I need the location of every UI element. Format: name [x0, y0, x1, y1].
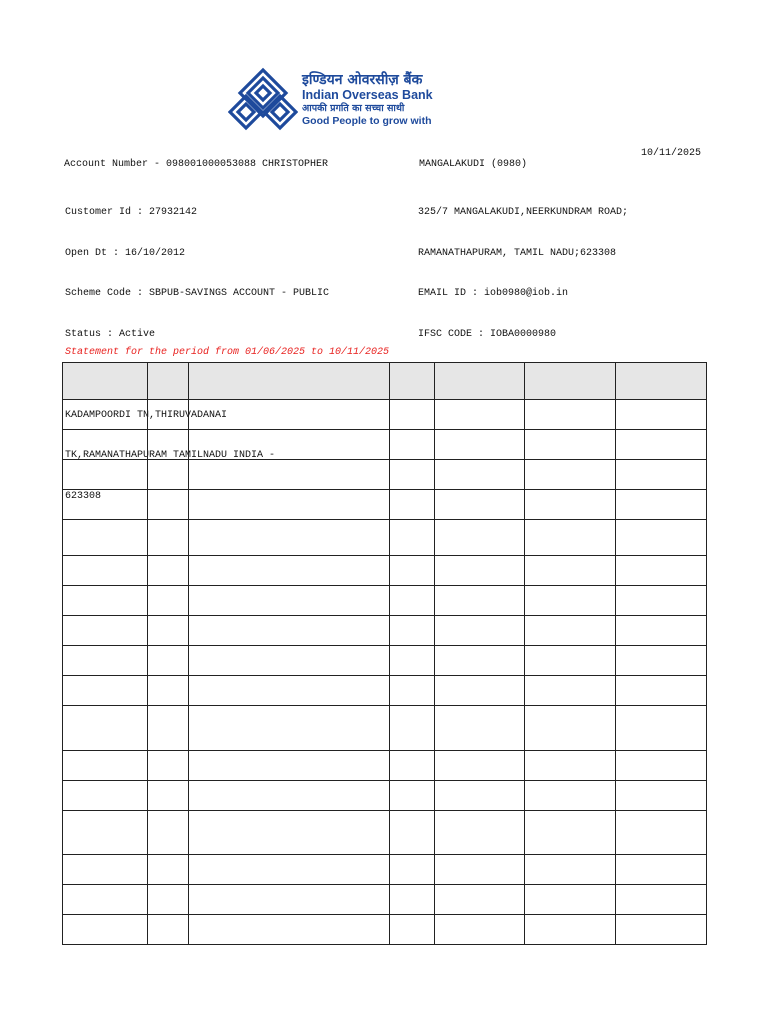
table-cell	[390, 400, 435, 430]
table-cell	[63, 751, 148, 781]
table-cell	[63, 781, 148, 811]
table-cell	[63, 616, 148, 646]
table-row	[63, 400, 707, 430]
table-row	[63, 915, 707, 945]
table-cell	[525, 430, 616, 460]
table-cell	[148, 706, 189, 751]
table-row	[63, 520, 707, 556]
branch-email: EMAIL ID : iob0980@iob.in	[418, 288, 569, 299]
table-cell	[616, 781, 707, 811]
table-cell	[189, 885, 390, 915]
table-cell	[63, 885, 148, 915]
table-row	[63, 586, 707, 616]
bank-name-hindi: इण्डियन ओवरसीज़ बैंक	[302, 72, 423, 88]
table-row	[63, 646, 707, 676]
table-header-row	[63, 363, 707, 400]
table-cell	[616, 400, 707, 430]
table-cell	[189, 915, 390, 945]
table-cell	[435, 811, 525, 855]
table-cell	[189, 520, 390, 556]
table-cell	[435, 616, 525, 646]
table-cell	[189, 556, 390, 586]
table-row	[63, 706, 707, 751]
table-cell	[189, 855, 390, 885]
table-cell	[63, 811, 148, 855]
table-cell	[189, 676, 390, 706]
table-row	[63, 490, 707, 520]
customer-id: Customer Id : 27932142	[65, 207, 198, 218]
iob-logo-icon	[228, 66, 298, 136]
table-cell	[435, 400, 525, 430]
table-cell	[525, 460, 616, 490]
account-number: Account Number - 098001000053088 CHRISTOPHER	[64, 159, 329, 170]
address-line-2: TK,RAMANATHAPURAM TAMILNADU INDIA -	[65, 450, 276, 461]
table-cell	[525, 676, 616, 706]
table-cell	[148, 400, 189, 430]
table-cell	[148, 855, 189, 885]
table-row	[63, 460, 707, 490]
transactions-table	[62, 362, 707, 945]
table-row	[63, 751, 707, 781]
bank-name: Indian Overseas Bank	[302, 88, 433, 102]
table-cell	[148, 915, 189, 945]
address-line-3: 623308	[65, 490, 102, 502]
table-cell	[148, 430, 189, 460]
table-cell	[63, 706, 148, 751]
table-cell	[435, 676, 525, 706]
table-cell	[148, 781, 189, 811]
table-cell	[390, 586, 435, 616]
table-cell	[390, 556, 435, 586]
table-cell	[616, 855, 707, 885]
table-cell	[525, 520, 616, 556]
table-cell	[390, 490, 435, 520]
table-cell	[148, 885, 189, 915]
table-cell	[148, 520, 189, 556]
table-cell	[390, 460, 435, 490]
table-row	[63, 811, 707, 855]
table-cell	[390, 811, 435, 855]
table-cell	[390, 676, 435, 706]
bank-logo	[228, 66, 448, 138]
table-cell	[525, 855, 616, 885]
table-cell	[616, 811, 707, 855]
table-cell	[435, 706, 525, 751]
table-cell	[390, 751, 435, 781]
table-cell	[435, 915, 525, 945]
table-cell	[435, 430, 525, 460]
table-cell	[390, 915, 435, 945]
table-cell	[189, 811, 390, 855]
table-row	[63, 855, 707, 885]
table-cell	[390, 781, 435, 811]
table-cell	[525, 616, 616, 646]
table-header-cell	[148, 363, 189, 400]
table-cell	[189, 460, 390, 490]
table-header-cell	[189, 363, 390, 400]
table-cell	[435, 885, 525, 915]
table-cell	[616, 586, 707, 616]
table-cell	[616, 490, 707, 520]
table-cell	[435, 751, 525, 781]
open-date: Open Dt : 16/10/2012	[65, 247, 186, 259]
table-cell	[616, 616, 707, 646]
table-cell	[435, 855, 525, 885]
table-row	[63, 616, 707, 646]
table-cell	[189, 490, 390, 520]
table-cell	[148, 646, 189, 676]
table-cell	[616, 706, 707, 751]
table-cell	[189, 586, 390, 616]
table-cell	[63, 646, 148, 676]
table-cell	[189, 400, 390, 430]
table-cell	[616, 646, 707, 676]
table-cell	[189, 706, 390, 751]
ifsc-code: IFSC CODE : IOBA0000980	[418, 328, 557, 340]
table-cell	[390, 855, 435, 885]
statement-date: 10/11/2025	[641, 148, 702, 159]
table-cell	[616, 520, 707, 556]
table-cell	[525, 586, 616, 616]
table-cell	[390, 706, 435, 751]
table-cell	[189, 616, 390, 646]
table-cell	[390, 520, 435, 556]
table-cell	[189, 751, 390, 781]
table-cell	[148, 490, 189, 520]
table-cell	[63, 400, 148, 430]
table-cell	[525, 556, 616, 586]
table-cell	[435, 490, 525, 520]
table-cell	[616, 885, 707, 915]
table-cell	[189, 430, 390, 460]
table-cell	[616, 915, 707, 945]
table-cell	[390, 430, 435, 460]
table-cell	[148, 751, 189, 781]
table-cell	[525, 751, 616, 781]
statement-period: Statement for the period from 01/06/2025 to 10/11/2025	[65, 347, 390, 358]
table-cell	[435, 520, 525, 556]
table-cell	[435, 646, 525, 676]
table-cell	[616, 676, 707, 706]
table-header-cell	[435, 363, 525, 400]
table-cell	[63, 855, 148, 885]
table-row	[63, 781, 707, 811]
table-cell	[189, 781, 390, 811]
table-cell	[148, 460, 189, 490]
table-cell	[148, 616, 189, 646]
table-cell	[435, 781, 525, 811]
table-cell	[435, 556, 525, 586]
table-row	[63, 556, 707, 586]
branch-address-1: 325/7 MANGALAKUDI,NEERKUNDRAM ROAD;	[418, 207, 629, 218]
table-cell	[616, 430, 707, 460]
table-cell	[525, 490, 616, 520]
table-cell	[616, 751, 707, 781]
table-cell	[435, 586, 525, 616]
table-cell	[189, 646, 390, 676]
branch-address-2: RAMANATHAPURAM, TAMIL NADU;623308	[418, 247, 617, 259]
table-cell	[525, 885, 616, 915]
address-line-1: KADAMPOORDI TN,THIRUVADANAI	[65, 409, 228, 421]
table-cell	[148, 676, 189, 706]
table-cell	[148, 811, 189, 855]
table-cell	[390, 616, 435, 646]
table-cell	[616, 556, 707, 586]
table-cell	[525, 781, 616, 811]
table-header-cell	[616, 363, 707, 400]
table-cell	[616, 460, 707, 490]
table-cell	[525, 400, 616, 430]
table-cell	[390, 885, 435, 915]
table-cell	[525, 646, 616, 676]
table-header-cell	[63, 363, 148, 400]
table-cell	[63, 520, 148, 556]
table-cell	[525, 706, 616, 751]
table-cell	[435, 460, 525, 490]
table-cell	[63, 676, 148, 706]
table-cell	[63, 556, 148, 586]
scheme-code: Scheme Code : SBPUB-SAVINGS ACCOUNT - PUBLIC	[65, 288, 330, 299]
table-cell	[390, 646, 435, 676]
table-cell	[148, 586, 189, 616]
table-cell	[525, 915, 616, 945]
bank-tagline: Good People to grow with	[302, 115, 432, 127]
table-header-cell	[390, 363, 435, 400]
table-cell	[63, 460, 148, 490]
table-cell	[148, 556, 189, 586]
table-cell	[63, 915, 148, 945]
table-header-cell	[525, 363, 616, 400]
account-status: Status : Active	[65, 328, 156, 340]
table-cell	[63, 430, 148, 460]
table-row	[63, 676, 707, 706]
branch-name: MANGALAKUDI (0980)	[419, 159, 528, 170]
table-row	[63, 430, 707, 460]
table-cell	[525, 811, 616, 855]
table-row	[63, 885, 707, 915]
bank-tagline-hindi: आपकी प्रगति का सच्चा साथी	[302, 103, 405, 114]
table-cell	[63, 586, 148, 616]
table-cell	[63, 490, 148, 520]
